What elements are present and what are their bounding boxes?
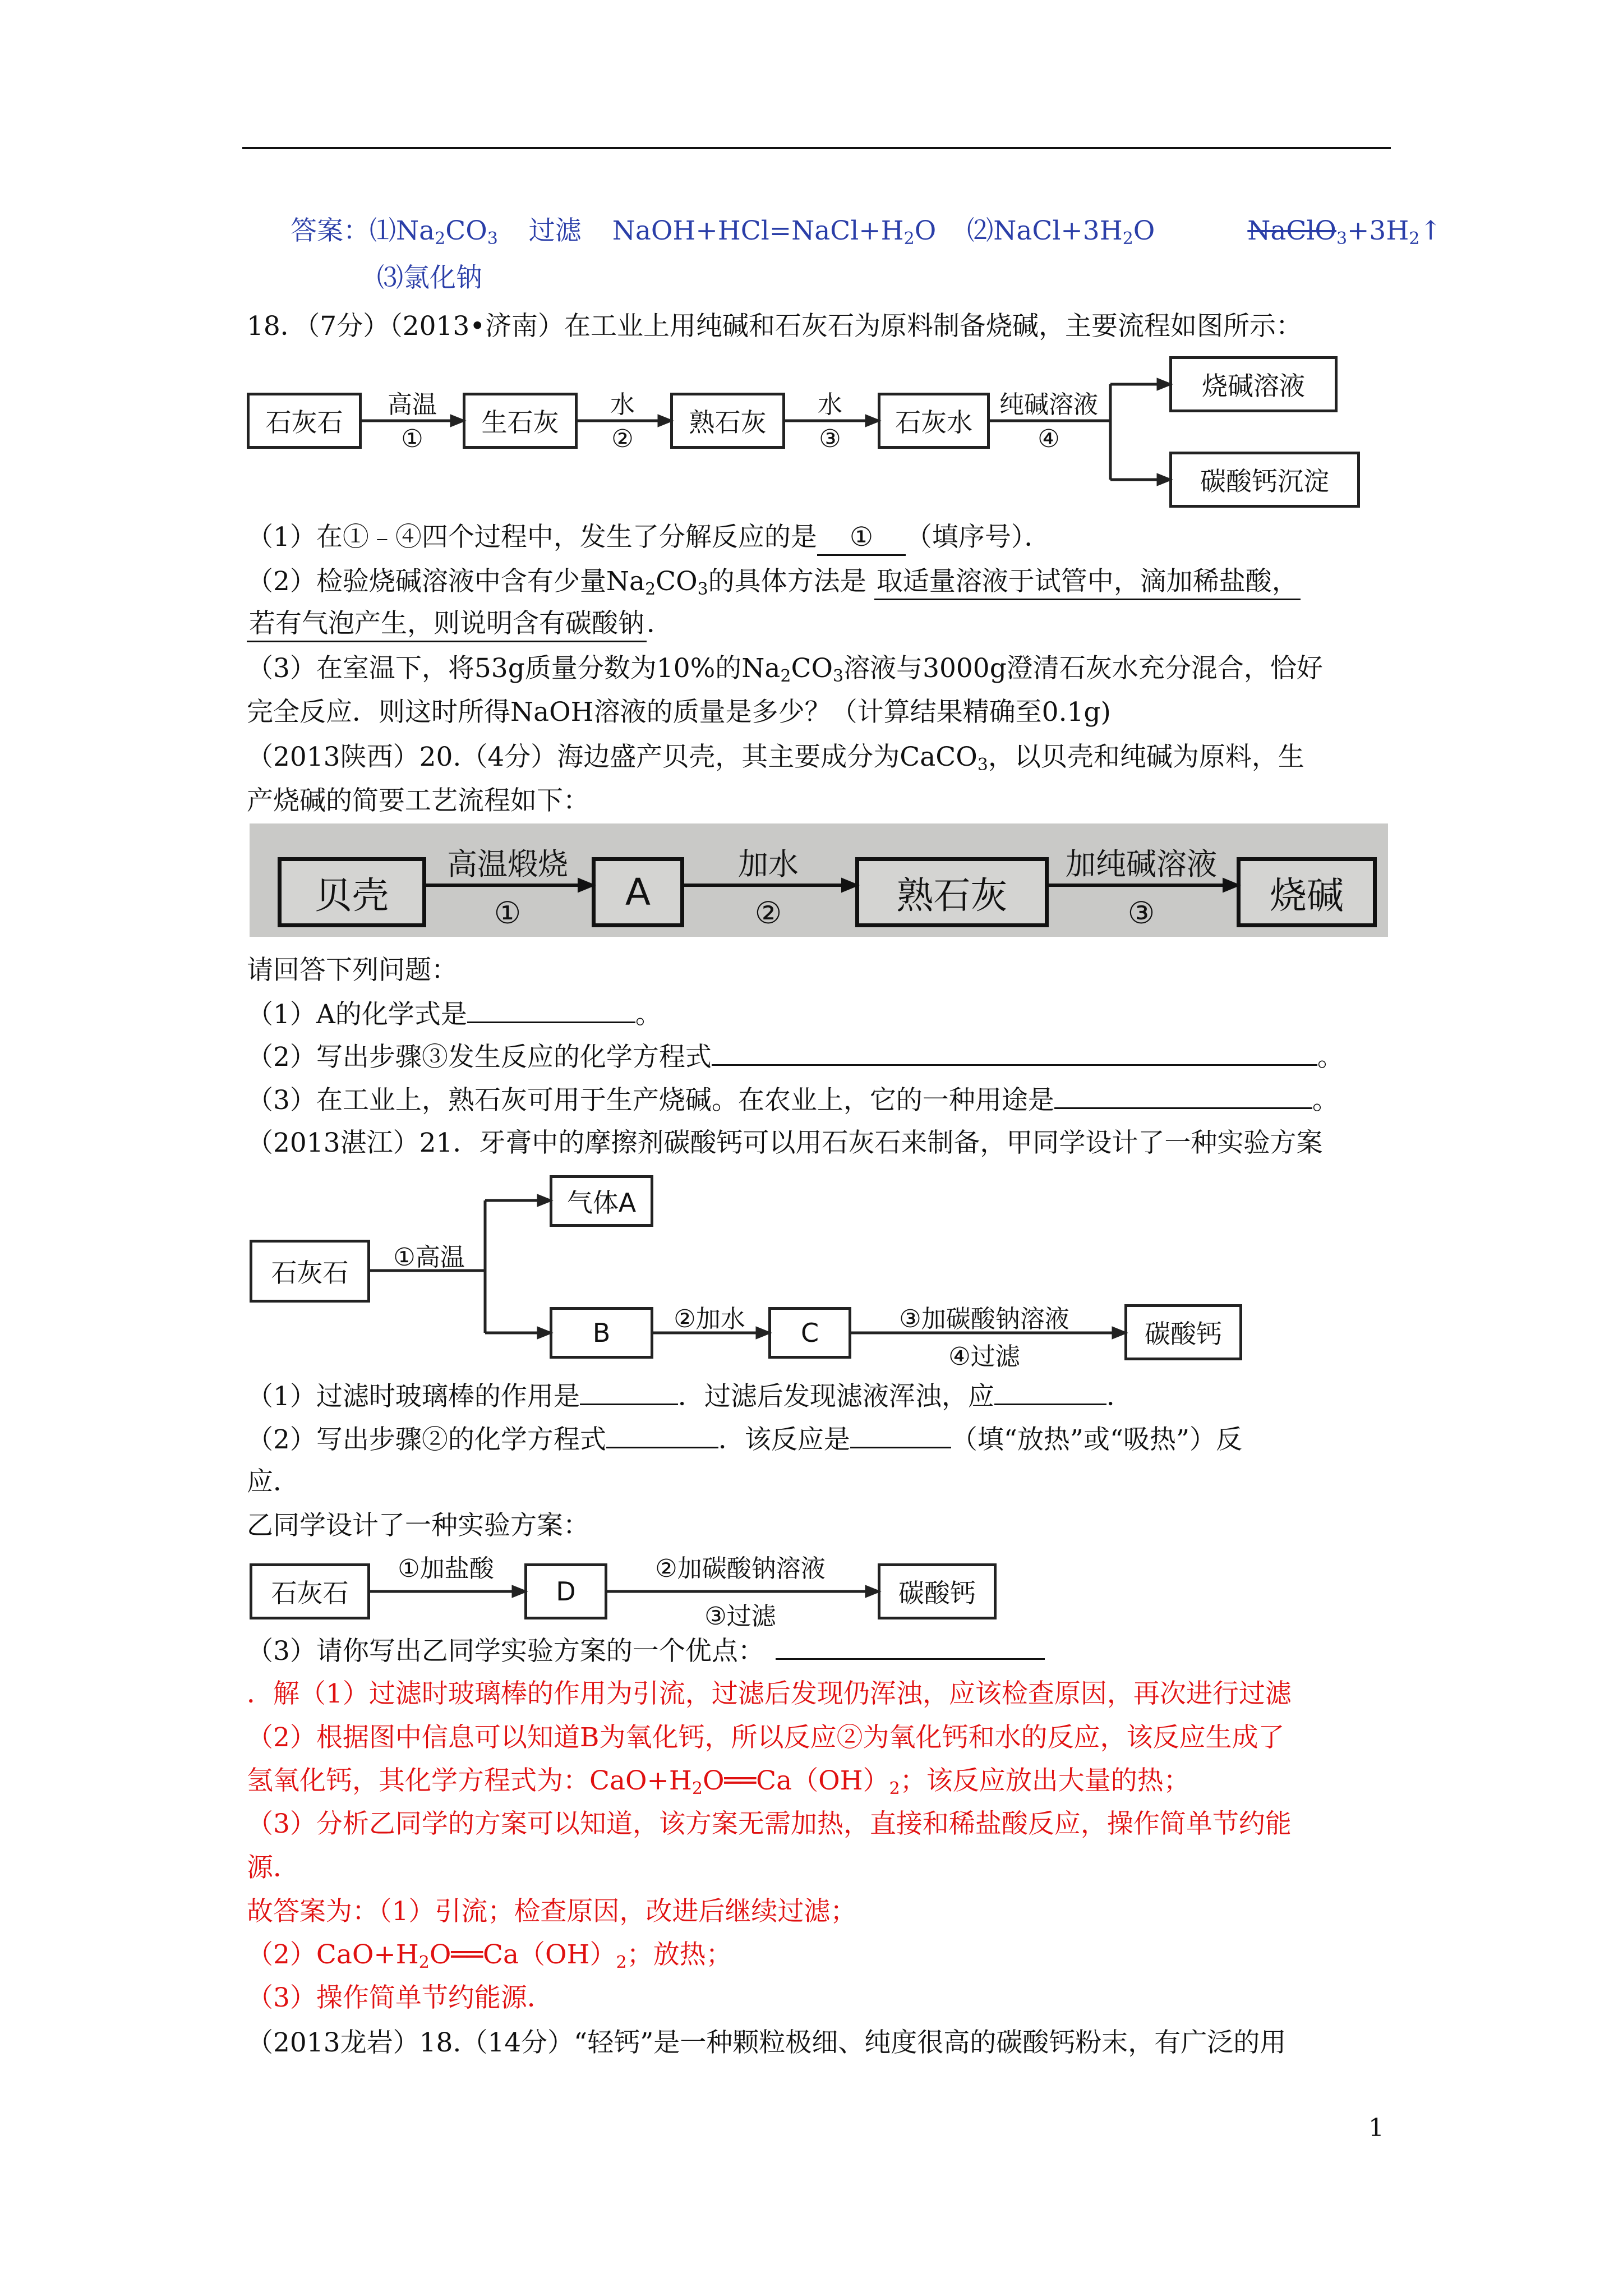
arrow-num-4: ④ — [1038, 425, 1060, 453]
arrow-label-calcine: 高温煅烧 — [447, 846, 568, 882]
q18-flow-diagram — [247, 345, 1396, 513]
q21-solution-5: 源． — [247, 1852, 299, 1883]
flow-box-slaked-lime: 熟石灰 — [670, 393, 785, 449]
q21-flow-diagram-1 — [250, 1167, 1259, 1374]
arrow-num-1: ① — [401, 425, 423, 453]
arrow-label-water-1: 水 — [610, 390, 635, 419]
q21-solution-1: ．解（1）过滤时玻璃棒的作用为引流，过滤后发现仍浑浊，应该检查原因，再次进行过滤 — [247, 1678, 1292, 1709]
q20-line2: 产烧碱的简要工艺流程如下： — [247, 785, 589, 816]
arrow-num-2: ② — [611, 425, 634, 453]
flow-box-slaked-lime: 熟石灰 — [855, 857, 1049, 927]
q21-yi-scheme: 乙同学设计了一种实验方案： — [247, 1510, 589, 1541]
q21-sub1: （1）过滤时玻璃棒的作用是 ．过滤后发现滤液浑浊，应 ． — [247, 1379, 1133, 1414]
q18-sub3: （3）在室温下，将53g质量分数为10%的$Na_2CO_3$溶液与3000g澄清石灰水充分混合，恰好 — [247, 653, 1323, 686]
q21-sub2: （2）写出步骤②的化学方程式 ．该反应是 （填“放热”或“吸热”）反 — [247, 1422, 1242, 1457]
flow-box-limestone: 石灰石 — [247, 393, 362, 449]
arrow-label-soda-ash: 纯碱溶液 — [999, 390, 1098, 419]
arrow-num-1: ① — [494, 895, 522, 931]
q20-prompt: 请回答下列问题： — [247, 955, 458, 986]
arrow-label-add-na2co3-2: ②加碳酸钠溶液 — [655, 1554, 826, 1583]
flow-box-caustic-soda: 烧碱溶液 — [1169, 356, 1338, 412]
flow-box-limewater: 石灰水 — [878, 393, 990, 449]
q20-flow-photo — [250, 823, 1388, 937]
flow-box-C: C — [768, 1307, 851, 1359]
q20-sub3: （3）在工业上，熟石灰可用于生产烧碱。在农业上，它的一种用途是 。 — [247, 1083, 1339, 1117]
flow-box-caustic-soda: 烧碱 — [1237, 857, 1377, 927]
page-number: 1 — [1368, 2114, 1384, 2142]
answer-line-2: ⑶氯化钠 — [377, 263, 482, 293]
arrow-label-filter: ④过滤 — [948, 1342, 1020, 1371]
arrow-label-filter-2: ③过滤 — [704, 1602, 776, 1631]
q20-sub1: （1）A的化学式是 。 — [247, 997, 662, 1032]
flow-box-gas-A: 气体A — [550, 1175, 653, 1227]
arrow-num-3: ③ — [1127, 895, 1155, 931]
answer-line-1: 答案：$⑴Na_2CO_3$ 过滤 $NaOH+HCl=NaCl+H_2O$ $⑵NaCl+3H_2O$ $NaClO_3+3H_2↑$ — [291, 215, 1442, 249]
flow-box-limestone-2: 石灰石 — [250, 1563, 370, 1619]
q21-sub3: （3）请你写出乙同学实验方案的一个优点： — [247, 1634, 1045, 1668]
arrow-num-2: ② — [754, 895, 782, 931]
q21-line1: （2013湛江）21．牙膏中的摩擦剂碳酸钙可以用石灰石来制备，甲同学设计了一种实验方案 — [247, 1128, 1323, 1158]
flow-box-shell: 贝壳 — [278, 857, 426, 927]
flow-box-limestone: 石灰石 — [250, 1240, 370, 1303]
q21-solution-3: 氢氧化钙，其化学方程式为：$CaO+H_2O══Ca(OH)_2$；该反应放出大量的热； — [247, 1765, 1190, 1798]
header-rule — [242, 147, 1391, 149]
q21-answer-title: 故答案为：（1）引流；检查原因，改进后继续过滤； — [247, 1896, 857, 1927]
flow-box-calcium-carbonate-2: 碳酸钙 — [878, 1563, 997, 1619]
q18b-line: （2013龙岩）18.（14分）“轻钙”是一种颗粒极细、纯度很高的碳酸钙粉末，有广泛的用 — [247, 2027, 1287, 2058]
q18-sub1: （1）在①﹣④四个过程中，发生了分解反应的是 ① （填序号）． — [247, 521, 1050, 556]
arrow-label-water-2: 水 — [818, 390, 842, 419]
q18-sub3-cont: 完全反应．则这时所得NaOH溶液的质量是多少？（计算结果精确至0.1g) — [247, 697, 1111, 728]
flow-box-A: A — [592, 857, 684, 927]
flow-box-calcium-carbonate: 碳酸钙 — [1124, 1304, 1242, 1360]
q18-sub2: （2）检验烧碱溶液中含有少量$Na_2CO_3$的具体方法是 取适量溶液于试管中，滴加稀盐酸， — [247, 565, 1301, 600]
flow-box-caco3-precipitate: 碳酸钙沉淀 — [1169, 452, 1360, 508]
arrow-label-add-soda: 加纯碱溶液 — [1066, 846, 1217, 882]
q20-sub2: （2）写出步骤③发生反应的化学方程式 。 — [247, 1039, 1344, 1074]
q21-answer-3: （3）操作简单节约能源． — [247, 1982, 554, 2013]
q21-answer-2: $(2)CaO+H_2O══Ca(OH)_2$；放热； — [247, 1939, 732, 1972]
arrow-label-high-temp: 高温 — [388, 390, 437, 419]
q21-solution-2: （2）根据图中信息可以知道B为氧化钙，所以反应②为氧化钙和水的反应，该反应生成了 — [247, 1722, 1285, 1753]
q18-title: 18．（7分）（2013•济南）在工业上用纯碱和石灰石为原料制备烧碱，主要流程如图所示： — [247, 311, 1303, 342]
arrow-label-add-water: 加水 — [738, 846, 799, 882]
arrow-label-add-water: ②加水 — [674, 1305, 745, 1333]
arrow-label-high-temp: ①高温 — [393, 1243, 465, 1272]
arrow-label-add-hcl: ①加盐酸 — [398, 1554, 494, 1583]
q21-sub2-cont: 应． — [247, 1466, 299, 1497]
arrow-num-3: ③ — [819, 425, 841, 453]
q21-flow-diagram-2 — [250, 1545, 1035, 1630]
flow-box-quicklime: 生石灰 — [463, 393, 578, 449]
arrow-label-add-na2co3: ③加碳酸钠溶液 — [899, 1305, 1069, 1333]
flow-box-B: B — [550, 1307, 653, 1359]
q18-sub2-cont: 若有气泡产生，则说明含有碳酸钠． — [247, 607, 673, 642]
flow-box-D: D — [524, 1563, 607, 1619]
q21-solution-4: （3）分析乙同学的方案可以知道，该方案无需加热，直接和稀盐酸反应，操作简单节约能 — [247, 1809, 1292, 1839]
q20-line1: （2013陕西）20.（4分）海边盛产贝壳，其主要成分为CaCO$_3$，以贝壳和纯碱为原料，生 — [247, 742, 1304, 775]
